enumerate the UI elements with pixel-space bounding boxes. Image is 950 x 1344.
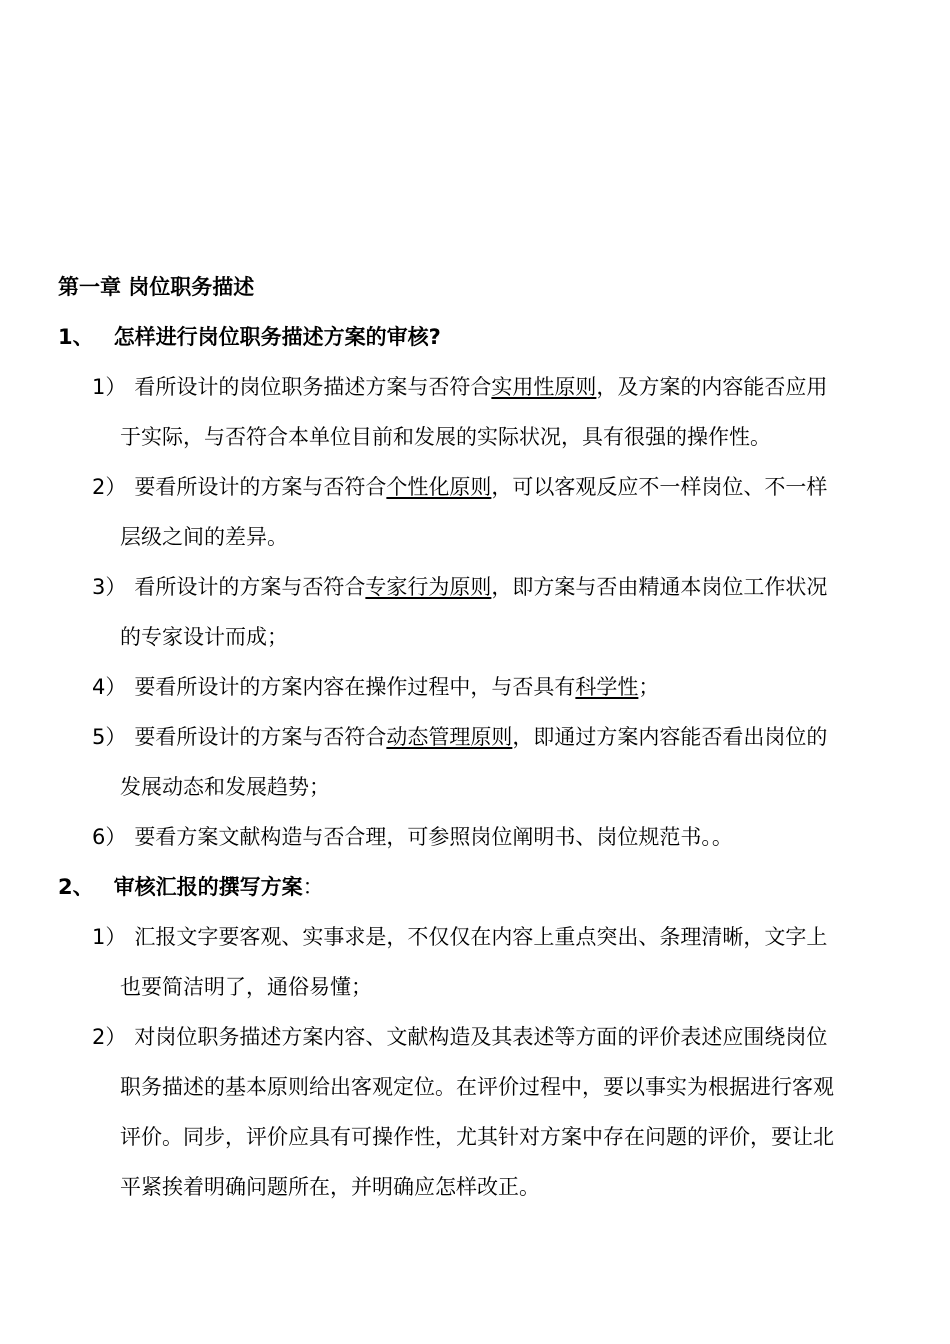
principle-term: 动态管理原则 — [386, 725, 513, 749]
item-marker: 4） — [92, 675, 127, 699]
item-text: 也要简洁明了，通俗易懂； — [120, 975, 372, 999]
section-heading-text: 怎样进行岗位职务描述方案的审核? — [113, 325, 441, 349]
list-item-continuation — [120, 623, 288, 651]
list-item — [92, 573, 827, 601]
principle-term: 科学性 — [575, 675, 639, 699]
item-text: 对岗位职务描述方案内容、文献构造及其表述等方面的评价表述应围绕岗位 — [134, 1025, 828, 1049]
item-text: ，及方案的内容能否应用 — [596, 375, 828, 399]
item-text: ，即通过方案内容能否看出岗位的 — [512, 725, 828, 749]
item-marker: 5） — [92, 725, 127, 749]
list-item — [92, 473, 827, 501]
list-item-continuation — [120, 1123, 834, 1151]
item-marker: 2） — [92, 475, 127, 499]
item-text: 平紧挨着明确问题所在，并明确应怎样改正。 — [120, 1175, 540, 1199]
list-item-continuation — [120, 523, 288, 551]
list-item-continuation — [120, 973, 372, 1001]
chapter-title-text: 第一章 岗位职务描述 — [58, 275, 255, 299]
section-heading-1 — [58, 323, 441, 351]
item-text: 于实际，与否符合本单位目前和发展的实际状况，具有很强的操作性。 — [120, 425, 771, 449]
item-text: 要看所设计的方案内容在操作过程中，与否具有 — [134, 675, 576, 699]
list-item — [92, 373, 827, 401]
item-text: 的专家设计而成； — [120, 625, 288, 649]
section-heading-text: 审核汇报的撰写方案 — [113, 875, 303, 899]
item-text: 看所设计的岗位职务描述方案与否符合 — [134, 375, 492, 399]
list-item-continuation — [120, 423, 771, 451]
list-item-continuation — [120, 773, 330, 801]
list-item — [92, 1023, 827, 1051]
section-number: 1、 — [58, 325, 94, 349]
list-item-continuation — [120, 1173, 540, 1201]
list-item — [92, 923, 827, 951]
list-item — [92, 823, 733, 851]
item-text: 职务描述的基本原则给出客观定位。在评价过程中，要以事实为根据进行客观 — [120, 1075, 834, 1099]
principle-term: 专家行为原则 — [365, 575, 492, 599]
item-text: 层级之间的差异。 — [120, 525, 288, 549]
principle-term: 实用性原则 — [491, 375, 597, 399]
list-item — [92, 723, 827, 751]
item-text: 看所设计的方案与否符合 — [134, 575, 366, 599]
item-text: 发展动态和发展趋势； — [120, 775, 330, 799]
item-text: 要看所设计的方案与否符合 — [134, 475, 387, 499]
item-text: 要看方案文献构造与否合理，可参照岗位阐明书、岗位规范书。。 — [134, 825, 733, 849]
item-text: 汇报文字要客观、实事求是，不仅仅在内容上重点突出、条理清晰，文字上 — [134, 925, 828, 949]
item-marker: 1） — [92, 375, 127, 399]
item-text: ，即方案与否由精通本岗位工作状况 — [491, 575, 828, 599]
item-marker: 1） — [92, 925, 127, 949]
item-marker: 3） — [92, 575, 127, 599]
item-marker: 2） — [92, 1025, 127, 1049]
section-heading-2 — [58, 873, 324, 901]
item-text: ； — [638, 675, 660, 699]
item-text: 要看所设计的方案与否符合 — [134, 725, 387, 749]
chapter-title — [58, 273, 254, 301]
item-text: 评价。同步，评价应具有可操作性，尤其针对方案中存在问题的评价，要让北 — [120, 1125, 834, 1149]
list-item — [92, 673, 659, 701]
list-item-continuation — [120, 1073, 834, 1101]
item-text: ，可以客观反应不一样岗位、不一样 — [491, 475, 828, 499]
section-heading-suffix: ： — [302, 875, 324, 899]
section-number: 2、 — [58, 875, 94, 899]
principle-term: 个性化原则 — [386, 475, 492, 499]
item-marker: 6） — [92, 825, 127, 849]
